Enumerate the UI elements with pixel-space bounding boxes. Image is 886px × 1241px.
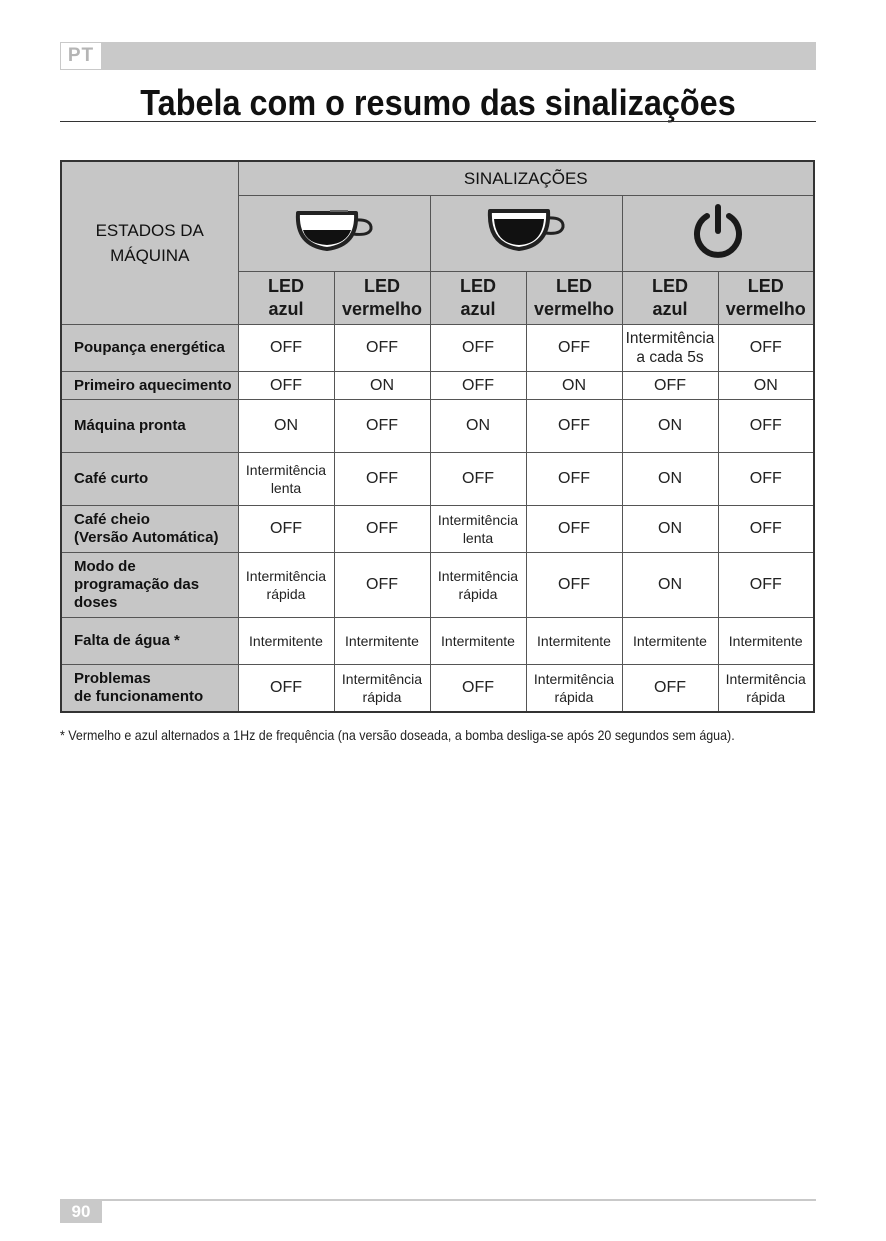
signal-value: ON [622,453,718,506]
signal-value: Intermitência lenta [238,453,334,506]
signal-value: OFF [526,400,622,453]
led-header-2: LED azul [430,272,526,325]
signal-value: Intermitente [334,618,430,665]
signal-value: OFF [718,506,814,553]
state-label: Máquina pronta [61,400,238,453]
signal-value: Intermitente [238,618,334,665]
signal-value: OFF [334,506,430,553]
footer-divider [60,1199,816,1201]
small-cup-icon [238,196,430,272]
large-cup-icon [430,196,622,272]
table-row [61,506,814,553]
signal-value: OFF [718,400,814,453]
signal-value: Intermitente [622,618,718,665]
signal-value: OFF [430,372,526,400]
signal-value: Intermitente [430,618,526,665]
led-header-4: LED azul [622,272,718,325]
signal-value: OFF [718,325,814,372]
table-row [61,325,814,372]
machine-states-header: ESTADOS DA MÁQUINA [61,161,238,325]
signal-value: ON [622,506,718,553]
signal-value: OFF [430,665,526,712]
signal-value: OFF [238,372,334,400]
signal-value: OFF [238,665,334,712]
signal-value: OFF [526,506,622,553]
led-header-0: LED azul [238,272,334,325]
led-header-5: LED vermelho [718,272,814,325]
table-row [61,665,814,712]
signal-value: OFF [718,553,814,618]
signal-value: OFF [430,453,526,506]
table-row [61,553,814,618]
signal-value: Intermitência rápida [238,553,334,618]
signals-table [60,160,815,713]
signal-value: Intermitência lenta [430,506,526,553]
signal-value: ON [718,372,814,400]
signal-value: Intermitência rápida [718,665,814,712]
signal-value: Intermitência rápida [430,553,526,618]
led-header-3: LED vermelho [526,272,622,325]
signal-value: OFF [622,665,718,712]
page-title: Tabela com o resumo das sinalizações [140,82,736,123]
signal-value: OFF [622,372,718,400]
signal-value: OFF [526,325,622,372]
signal-value: OFF [430,325,526,372]
signals-header: SINALIZAÇÕES [238,161,814,196]
state-label: Café curto [61,453,238,506]
table-row [61,372,814,400]
state-label: Café cheio (Versão Automática) [61,506,238,553]
title-divider [60,121,816,122]
footnote: * Vermelho e azul alternados a 1Hz de frequência (na versão doseada, a bomba desliga-se após 20 segundos sem água). [60,727,735,743]
signal-value: OFF [334,553,430,618]
state-label: Modo de programação das doses [61,553,238,618]
signal-value: Intermitente [526,618,622,665]
signal-value: ON [526,372,622,400]
signal-value: Intermitência rápida [334,665,430,712]
state-label: Problemas de funcionamento [61,665,238,712]
signal-value: OFF [334,325,430,372]
header-bar [60,42,816,70]
signal-value: OFF [526,553,622,618]
signal-value: OFF [718,453,814,506]
power-icon [622,196,814,272]
signal-value: Intermitência rápida [526,665,622,712]
signal-value: ON [430,400,526,453]
signal-value: OFF [526,453,622,506]
signal-value: OFF [238,506,334,553]
signal-value: Intermitência a cada 5s [622,325,718,372]
signal-value: ON [238,400,334,453]
page-number: 90 [60,1201,102,1223]
state-label: Primeiro aquecimento [61,372,238,400]
signal-value: ON [622,553,718,618]
signal-value: ON [622,400,718,453]
table-row [61,453,814,506]
language-badge: PT [60,42,102,70]
signal-value: OFF [334,400,430,453]
signal-value: OFF [238,325,334,372]
signal-value: OFF [334,453,430,506]
signal-value: Intermitente [718,618,814,665]
state-label: Poupança energética [61,325,238,372]
signal-value: ON [334,372,430,400]
led-header-1: LED vermelho [334,272,430,325]
table-row [61,400,814,453]
table-row [61,618,814,665]
state-label: Falta de água * [61,618,238,665]
